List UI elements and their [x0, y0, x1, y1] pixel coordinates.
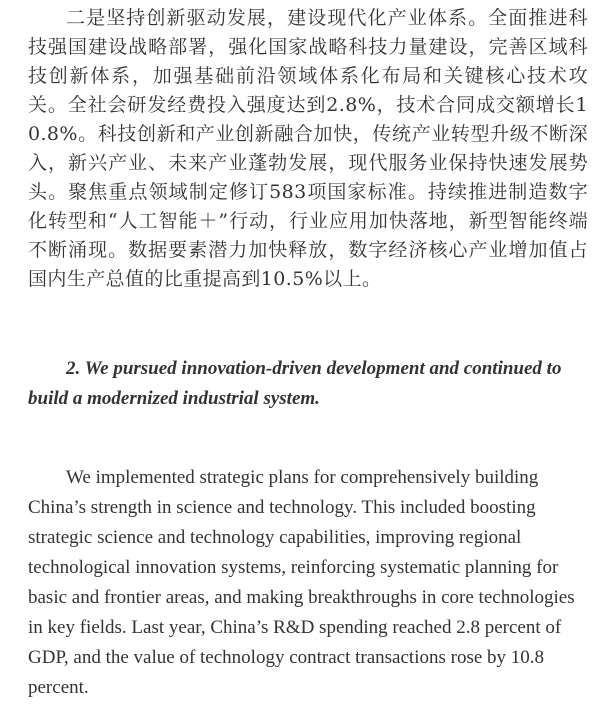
english-section-heading: 2. We pursued innovation-driven development and continued to build a modernized industrial system. [28, 358, 562, 409]
chinese-paragraph: 二是坚持创新驱动发展，建设现代化产业体系。全面推进科技强国建设战略部署，强化国家战略科技力量建设，完善区域科技创新体系，加强基础前沿领域体系化布局和关键核心技术攻关。全社会研发经费投入强度达到2.8%，技术合同成交额增长10.8%。科技创新和产业创新融合加快，传统产业转型升级不断深入，新兴产业、未来产业蓬勃发展，现代服务业保持快速发展势头。聚焦重点领域制定修订583项国家标准。持续推进制造数字化转型和“人工智能＋”行动，行业应用加快落地，新型智能终端不断涌现。数据要素潜力加快释放，数字经济核心产业增加值占国内生产总值的比重提高到10.5%以上。 [28, 7, 588, 290]
english-paragraph: We implemented strategic plans for comprehensively building China’s strength in science and technology. This included boosting strategic science and technology capabilities, improving regional technological innovation systems, reinforcing systematic planning for basic and frontier areas, and making breakthroughs in core technologies in key fields. Last year, China’s R&D spending reached 2.8 percent of GDP, and the value of technology contract transactions rose by 10.8 percent. [28, 467, 575, 698]
